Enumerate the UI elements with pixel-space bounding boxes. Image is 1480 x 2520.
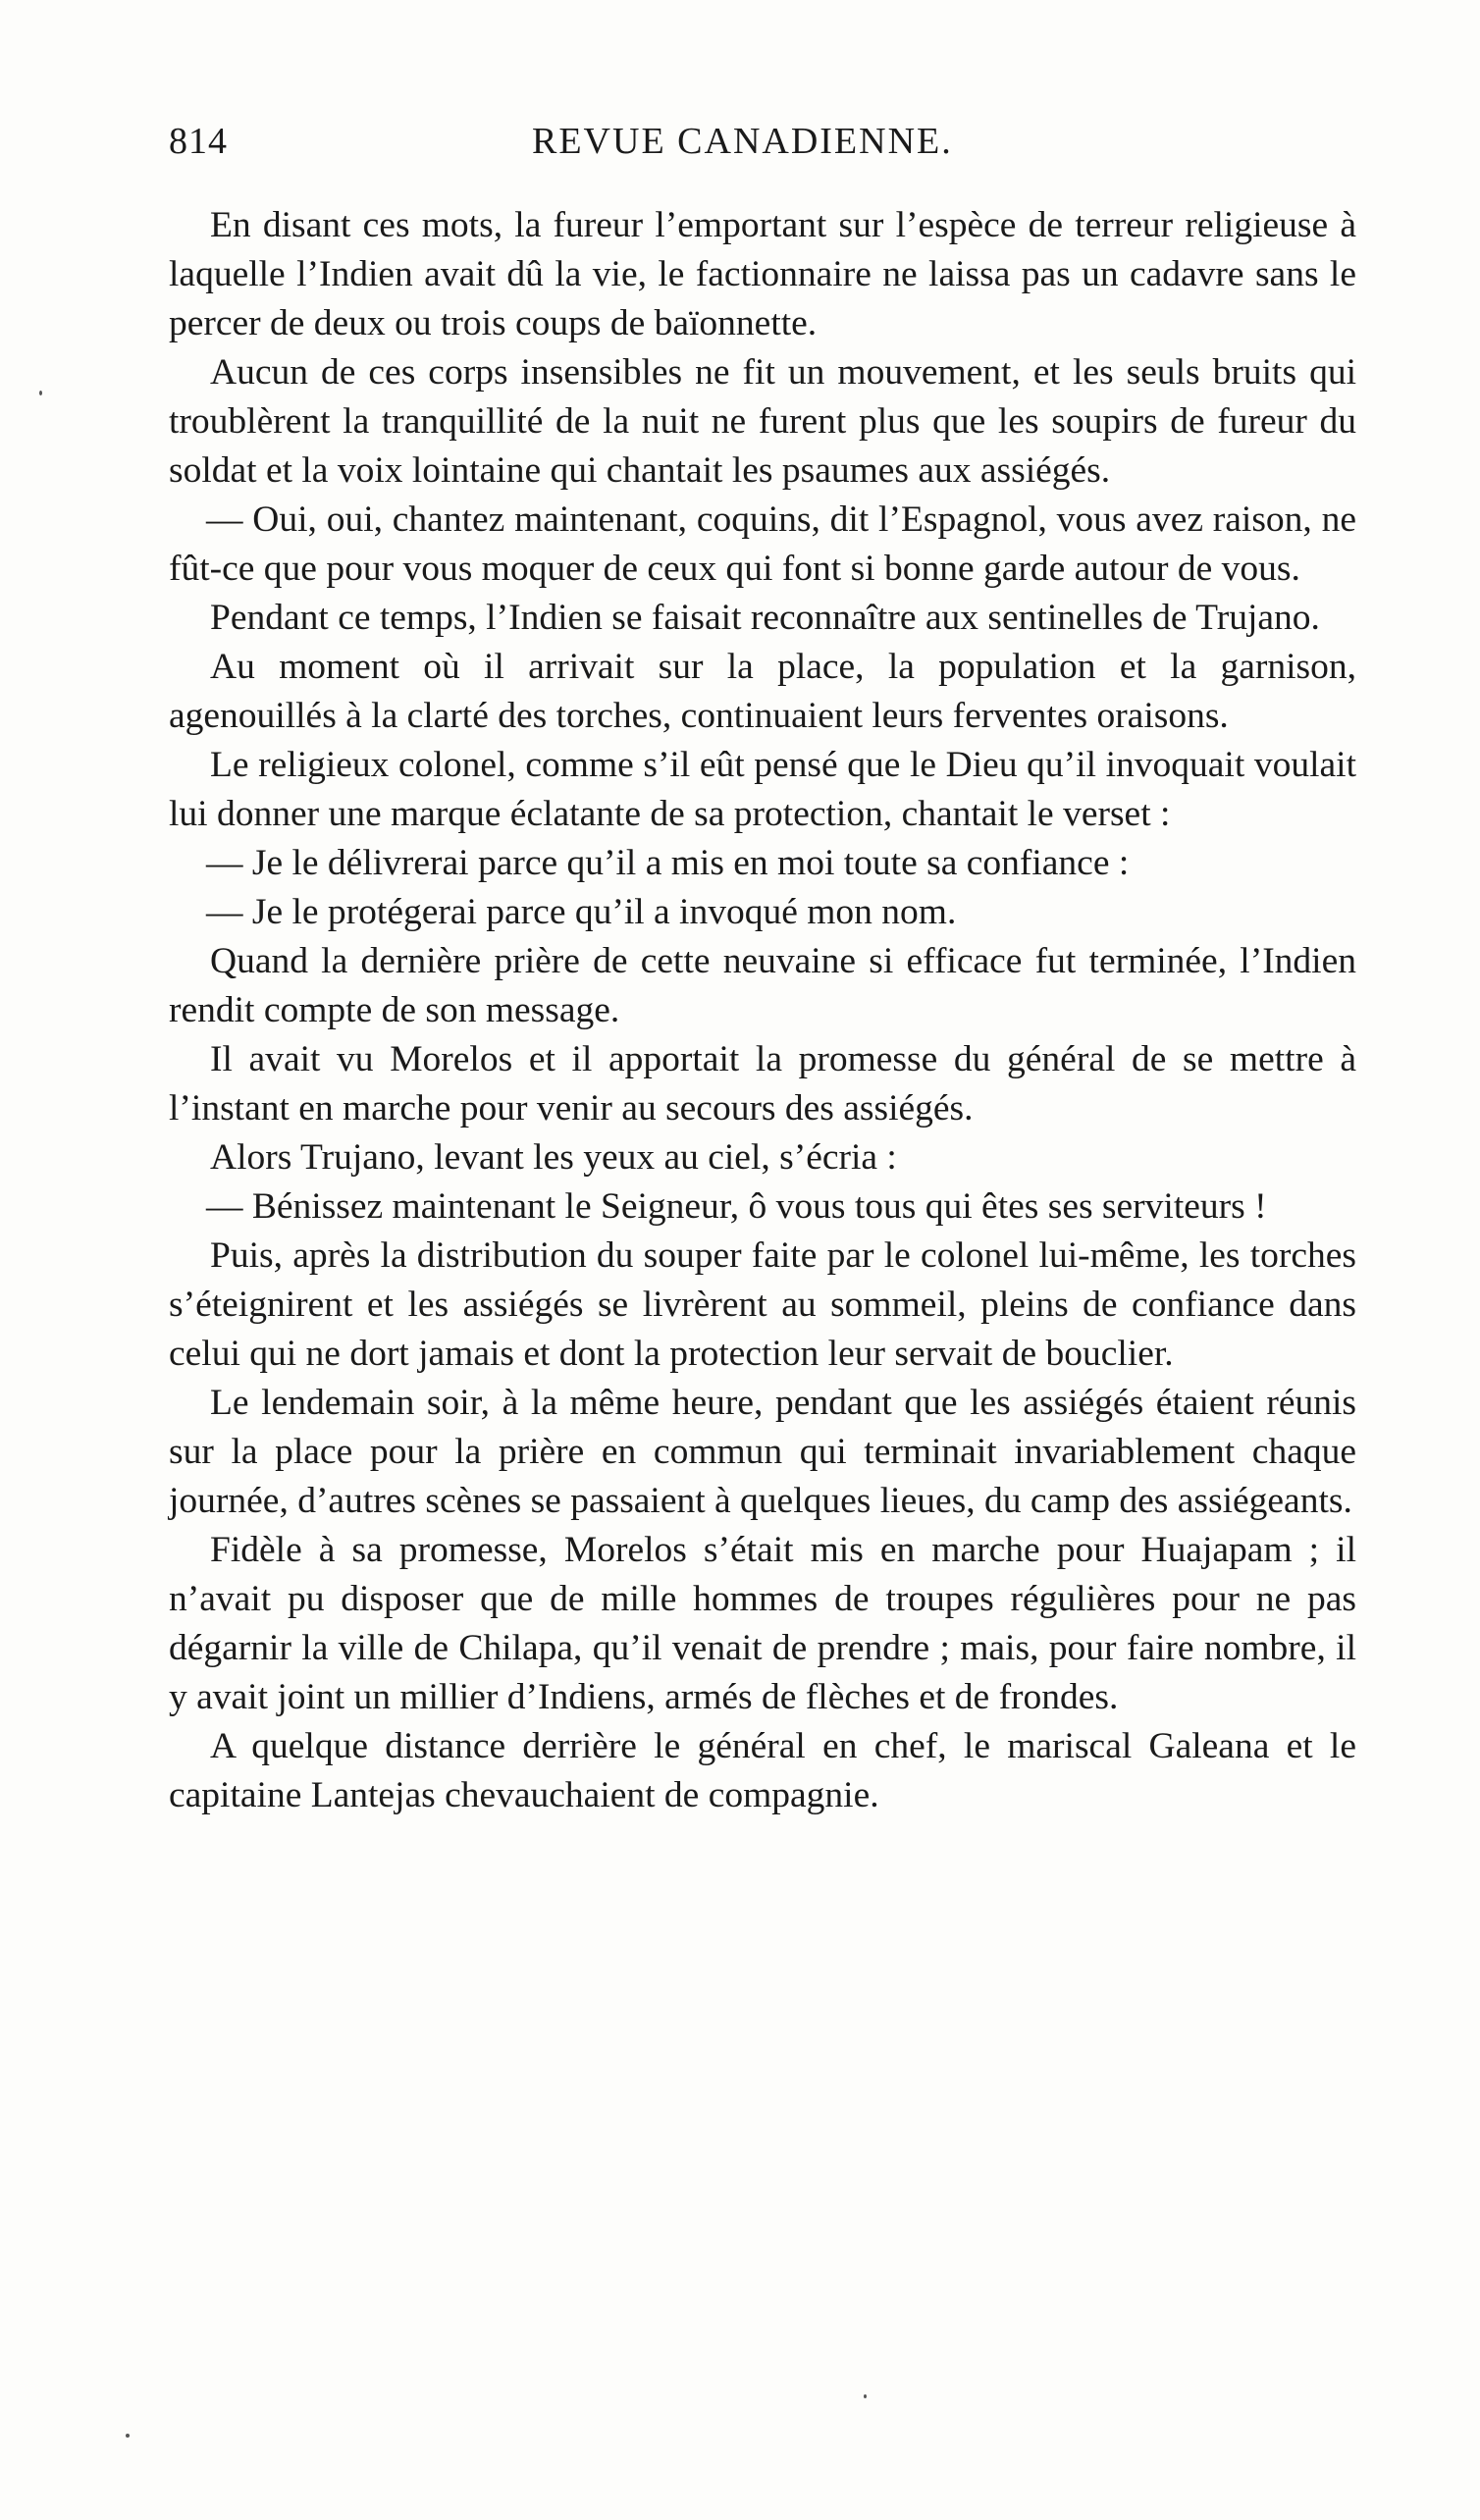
paragraph: Puis, après la distribution du souper faite par le colonel lui-même, les torches s’éteignirent et les assiégés se livrèrent au sommeil, pleins de confiance dans celui qui ne dort jamais et dont la protection leur servait de bouclier.	[169, 1235, 1356, 1374]
paragraph: Le religieux colonel, comme s’il eût pensé que le Dieu qu’il invoquait voulait lui donner une marque éclatante de sa protection, chantait le verset :	[169, 745, 1356, 834]
print-speck	[126, 2434, 130, 2438]
dialogue-line: — Je le protégerai parce qu’il a invoqué mon nom.	[206, 892, 957, 932]
paragraph: Au moment où il arrivait sur la place, la population et la garnison, agenouillés à la clarté des torches, continuaient leurs ferventes oraisons.	[169, 647, 1356, 736]
dialogue-line: — Bénissez maintenant le Seigneur, ô vous tous qui êtes ses serviteurs !	[206, 1186, 1267, 1227]
dialogue-line: — Oui, oui, chantez maintenant, coquins, dit l’Espagnol, vous avez raison, ne fût-ce que pour vous moquer de ceux qui font si bonne garde autour de vous.	[169, 499, 1356, 589]
paragraph: Le lendemain soir, à la même heure, pendant que les assiégés étaient réunis sur la place pour la prière en commun qui terminait invariablement chaque journée, d’autres scènes se passaient à quelques lieues, du camp des assiégeants.	[169, 1383, 1356, 1521]
paragraph: Pendant ce temps, l’Indien se faisait reconnaître aux sentinelles de Trujano.	[210, 598, 1320, 638]
running-title: REVUE CANADIENNE.	[532, 121, 953, 162]
body-text	[169, 201, 1356, 1820]
paragraph: Alors Trujano, levant les yeux au ciel, s’écria :	[210, 1137, 897, 1178]
paragraph: Fidèle à sa promesse, Morelos s’était mis en marche pour Huajapam ; il n’avait pu disposer que de mille hommes de troupes régulières pour ne pas dégarnir la ville de Chilapa, qu’il venait de prendre ; mais, pour faire nombre, il y avait joint un millier d’Indiens, armés de flèches et de frondes.	[169, 1530, 1356, 1717]
paragraph: A quelque distance derrière le général en chef, le mariscal Galeana et le capitaine Lantejas chevauchaient de compagnie.	[169, 1726, 1356, 1815]
page-number: 814	[169, 121, 228, 162]
paragraph: Aucun de ces corps insensibles ne fit un mouvement, et les seuls bruits qui troublèrent la tranquillité de la nuit ne furent plus que les soupirs de fureur du soldat et la voix lointaine qui chantait les psaumes aux assiégés.	[169, 352, 1356, 491]
paragraph: Quand la dernière prière de cette neuvaine si efficace fut terminée, l’Indien rendit compte de son message.	[169, 941, 1356, 1030]
print-speck	[864, 2394, 867, 2398]
paragraph: En disant ces mots, la fureur l’emportant sur l’espèce de terreur religieuse à laquelle l’Indien avait dû la vie, le factionnaire ne laissa pas un cadavre sans le percer de deux ou trois coups de baïonnette.	[169, 205, 1356, 343]
page-header	[169, 120, 1356, 179]
paragraph: Il avait vu Morelos et il apportait la promesse du général de se mettre à l’instant en marche pour venir au secours des assiégés.	[169, 1039, 1356, 1129]
dialogue-line: — Je le délivrerai parce qu’il a mis en moi toute sa confiance :	[206, 843, 1130, 883]
print-speck	[39, 391, 42, 395]
